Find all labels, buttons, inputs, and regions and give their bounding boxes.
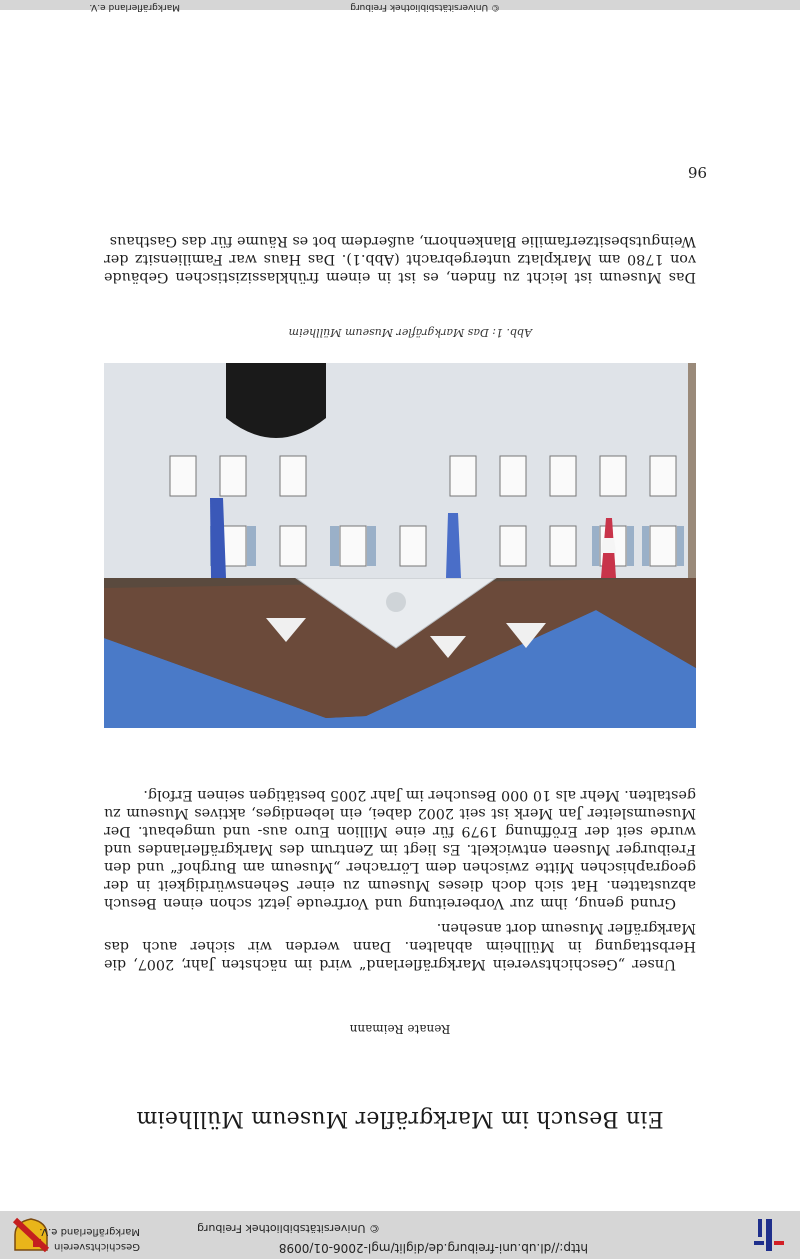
footer-society-line: Markgräflerland e.V. [89,2,180,12]
article-author: Renate Reimann [349,1022,451,1036]
society-line1: Geschichtsverein [54,1241,140,1252]
viewer-footer-band [0,0,800,10]
footer-library-text: © Universitätsbibliothek Freiburg [350,2,500,12]
viewer-header-band [0,1211,800,1259]
paragraph-2: Grund genug, ihm zur Vorbereitung und Vorfreude jetzt schon einen Besuch abzustatten. Hat sich doch dieses Museum zu einer Sehenswürdigkeit in der geographischen Mitte zwischen dem Lörracher „Museum am Burghof“ und den Freiburger Museen entwickelt. Es liegt im Zentrum des Markgräflerlandes und wurde seit der Eröffnung 1979 für eine Million Euro aus- und umgebaut. Der Museumsleiter Jan Merk ist seit 2002 dabei, ein lebendiges, aktives Museum zu gestalten. Mehr als 10 000 Besucher im Jahr 2005 bestätigen seinen Erfolg. [104,787,696,911]
header-url[interactable]: http://dl.ub.uni-freiburg.de/diglit/mgl-2006-01/0098 [278,1241,588,1255]
paragraph-1: Unser „Geschichtsverein Markgräflerland“ wird im nächsten Jahr, 2007, die Herbsttagung in Müllheim abhalten. Dann werden wir sicher auch das Markgräfler Museum dort ansehen. [104,920,696,972]
page-number: 96 [687,163,707,181]
library-logo-icon [748,1215,788,1255]
figure-caption: Abb. 1: Das Markgräfler Museum Müllheim [288,326,532,339]
paragraph-3: Das Museum ist leicht zu finden, es ist in einem frühklassizistischen Gebäude von 1780 am Markplatz untergebracht (Abb.1). Das Haus war Familiensitz der Weingutsbesitzerfamilie Blankenhorn, außerdem bot es Räume für das Gasthaus [104,233,696,285]
header-library-text: © Universitätsbibliothek Freiburg [197,1222,380,1235]
society-line2: Markgräflerland e.V. [39,1226,140,1237]
article-title: Ein Besuch im Markgräfler Museum Müllheim [136,1106,664,1131]
museum-photo [104,363,696,728]
